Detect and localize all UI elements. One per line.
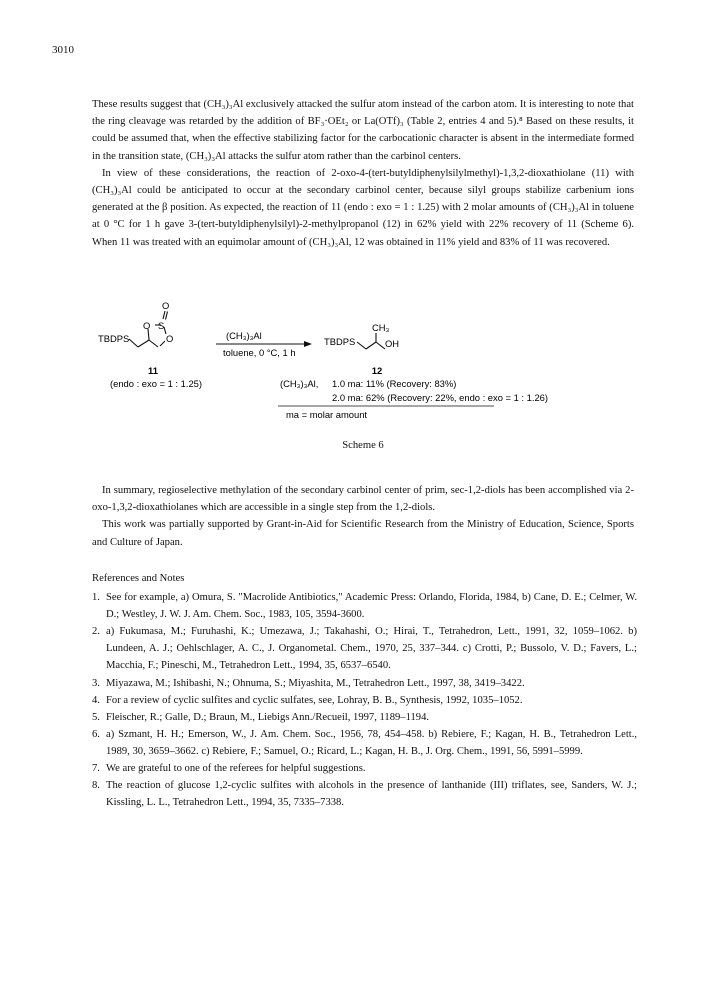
scheme-graphic [92,302,634,454]
summary-paragraph: In summary, regioselective methylation of the secondary carbinol center of prim, sec-1,2-diols has been accomplished via 2-oxo-1,3,2-dioxathiolanes which are accessible in a single step from the 1,2-diols. [92,485,634,514]
sm-tbdps-label: TBDPS [98,333,130,344]
reference-item: 4. For a review of cyclic sulfites and cyclic sulfates, see, Lohray, B. B., Synthesis, 1992, 1035–1052. [92,694,523,706]
arrow-head [304,341,312,347]
references-list [92,589,637,811]
ring-oxygen-1: O [143,320,151,331]
scheme-6 [92,302,634,454]
ring-oxygen-2: O [166,333,174,344]
body-text [92,96,634,251]
condition-2-result: 2.0 ma: 62% (Recovery: 22%, endo : exo = 1 : 1.26) [332,392,549,403]
reference-item: 1. See for example, a) Omura, S. "Macrolide Antibiotics," Academic Press: Orlando, Florida, 1984, b) Cane, D. E.; Celmer, W. D.; Westley, J. W. J. Am. Chem. Soc., 1983, 105, 3594-3600. [92,592,637,621]
conditions-label: toluene, 0 °C, 1 h [223,347,296,358]
sm-endo-exo-ratio: (endo : exo = 1 : 1.25) [110,378,202,389]
references-heading: References and Notes [92,573,185,584]
paragraph-results: These results suggest that (CH₃)₃Al exclusively attacked the sulfur atom instead of the carbon atom. It is interesting to note that the ring cleavage was retarded by the addition of BF₃·OEt₂ or La(OTf)₃ (Table 2, entries 4 and 5).⁸ Based on these results, it could be assumed that, when the effective stabilizing factor for the carbocationic character is absent in the intermediate formed in the transition state, (CH₃)₃Al attacks the sulfur atom rather than the carbinol centers. [92,99,634,162]
molar-amount-footnote: ma = molar amount [286,409,368,420]
reference-item: 8. The reaction of glucose 1,2-cyclic sulfites with alcohols in the presence of lanthanide (III) triflates, see, Sanders, W. J.; Kissling, L. L., Tetrahedron Lett., 1994, 35, 7335–7338. [92,780,637,809]
page-number: 3010 [52,44,74,56]
reference-item: 7. We are grateful to one of the referees for helpful suggestions. [92,763,366,775]
references-section [92,570,637,811]
reference-item: 3. Miyazawa, M.; Ishibashi, N.; Ohnuma, S.; Miyashita, M., Tetrahedron Lett., 1997, 38, 3419–3422. [92,677,525,689]
condition-1-result: 1.0 ma: 11% (Recovery: 83%) [332,378,457,389]
compound-12-label: 12 [371,365,383,376]
scheme-caption: Scheme 6 [342,440,384,451]
condition-reagent-label: (CH₃)₃Al, [280,378,319,389]
acknowledgement-paragraph: This work was partially supported by Grant-in-Aid for Scientific Research from the Ministry of Education, Science, Sports and Culture of Japan. [92,519,634,548]
product-tbdps-label: TBDPS [324,336,356,347]
compound-11-label: 11 [148,365,158,376]
product-methyl-label: CH₃ [372,322,390,333]
reference-item: 2. a) Fukumasa, M.; Furuhashi, K.; Umezawa, J.; Takahashi, O.; Hirai, T., Tetrahedron, Lett., 1991, 32, 1059–1062. b) Lundeen, A. J.; Oehlschlager, A. C., J. Organometal. Chem., 1970, 25, 337–344. c) Crotti, P.; Bussolo, V. D.; Favers, L.; Macchia, F.; Pineschi, M., Tetrahedron Lett., 1994, 35, 6537–6540. [92,626,637,672]
sulfinyl-oxygen: O [162,302,170,311]
ring-sulfur: S [158,320,165,331]
reference-item: 6. a) Szmant, H. H.; Emerson, W., J. Am. Chem. Soc., 1956, 78, 454–458. b) Rebiere, F.; Kagan, H. B., Tetrahedron Lett., 1989, 30, 3659–3662. c) Rebiere, F.; Samuel, O.; Ricard, L.; Kagan, H. B., J. Org. Chem., 1991, 56, 5991–5999. [92,728,637,757]
paragraph-considerations: In view of these considerations, the reaction of 2-oxo-4-(tert-butyldiphenylsilylmethyl)-1,3,2-dioxathiolane (11) with (CH₃)₃Al could be anticipated to occur at the secondary carbinol center, because silyl groups stabilize carbenium ions generated at the β position. As expected, the reaction of 11 (endo : exo = 1 : 1.25) with 2 molar amounts of (CH₃)₃Al in toluene at 0 °C for 1 h gave 3-(tert-butyldiphenylsilyl)-2-methylpropanol (12) in 62% yield with 22% recovery of 11 (Scheme 6). When 11 was treated with an equimolar amount of (CH₃)₃Al, 12 was obtained in 11% yield and 83% of 11 was recovered. [92,167,634,248]
product-hydroxyl-label: OH [385,338,400,349]
summary-text [92,482,634,551]
reference-item: 5. Fleischer, R.; Galle, D.; Braun, M., Liebigs Ann./Recueil, 1997, 1189–1194. [92,711,430,723]
product-bond-lines [357,333,385,349]
reagent-label: (CH₃)₃Al [226,330,262,341]
